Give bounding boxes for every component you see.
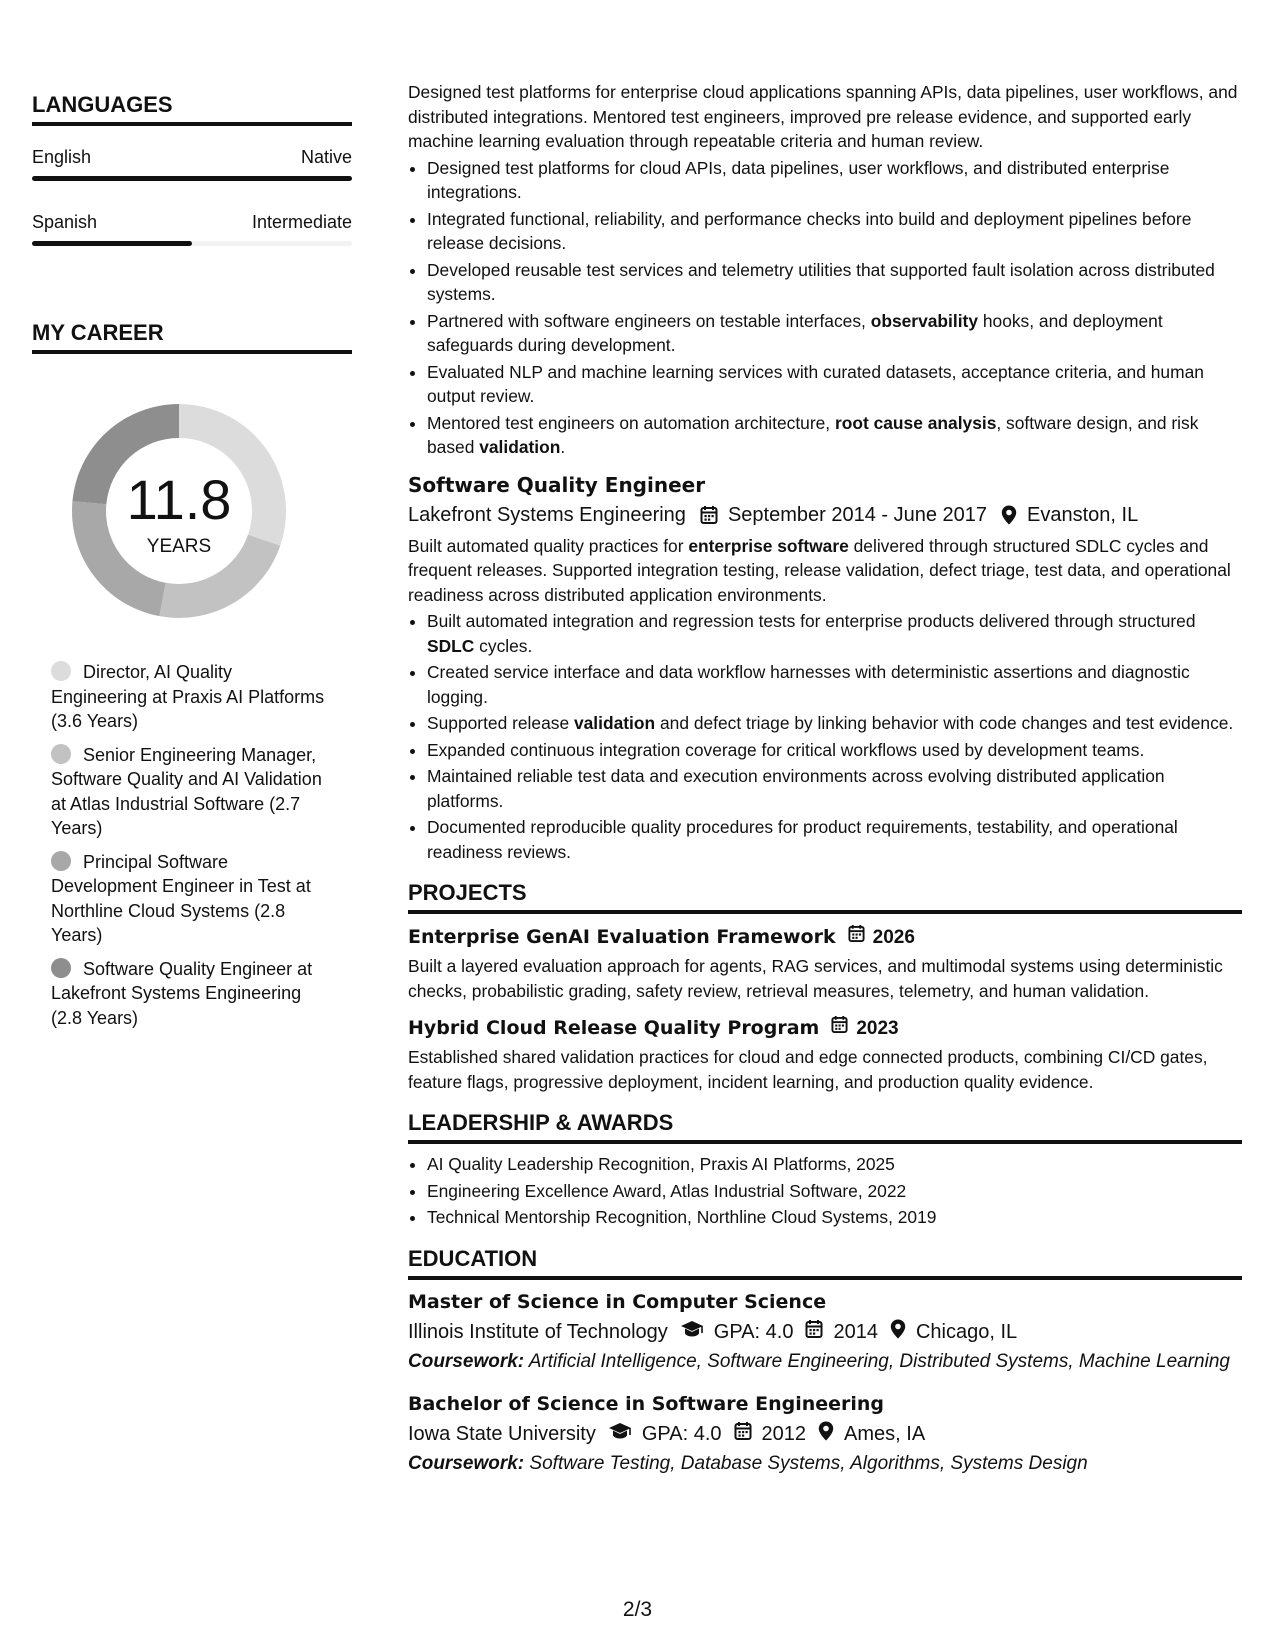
education-heading: EDUCATION — [408, 1246, 1242, 1280]
legend-label: Principal Software Development Engineer in Test at Northline Cloud Systems (2.8 Years) — [51, 851, 311, 945]
job-bullets — [427, 156, 1242, 460]
degree-title: Bachelor of Science in Software Engineering — [408, 1392, 885, 1415]
job-bullet: • Supported release validation and defect triage by linking behavior with code changes and test evidence. — [427, 711, 1242, 736]
graduation-cap-icon — [680, 1319, 704, 1345]
project-description: Built a layered evaluation approach for agents, RAG services, and multimodal systems using deterministic checks, probabilistic grading, safety review, retrieval measures, telemetry, and human validation. — [408, 956, 1223, 1001]
projects-heading: PROJECTS — [408, 880, 1242, 914]
job-bullet: • Partnered with software engineers on testable interfaces, observability hooks, and deployment safeguards during development. — [427, 309, 1242, 358]
job-title: Software Quality Engineer — [408, 472, 706, 497]
language-proficiency-fill — [32, 176, 352, 181]
project-title: Hybrid Cloud Release Quality Program — [408, 1016, 820, 1039]
education-meta — [408, 1421, 1242, 1448]
job-bullet: • Evaluated NLP and machine learning services with curated datasets, acceptance criteria, and human output review. — [427, 360, 1242, 409]
legend-item — [51, 850, 331, 948]
job-bullet: • Mentored test engineers on automation architecture, root cause analysis, software design, and risk based validation. — [427, 411, 1242, 460]
legend-swatch — [51, 661, 71, 681]
calendar-icon — [848, 924, 865, 950]
job-bullet: • Created service interface and data workflow harnesses with deterministic assertions and diagnostic logging. — [427, 660, 1242, 709]
career-total-unit: YEARS — [146, 536, 212, 557]
job-dates: September 2014 - June 2017 — [727, 503, 988, 526]
job-bullet: • Built automated integration and regression tests for enterprise products delivered through structured SDLC cycles. — [427, 609, 1242, 658]
calendar-icon — [734, 1421, 752, 1448]
calendar-icon — [805, 1319, 823, 1346]
job-company: Lakefront Systems Engineering — [408, 503, 686, 526]
map-pin-icon — [818, 1421, 834, 1448]
gpa: GPA: 4.0 — [713, 1321, 794, 1343]
language-name: English — [32, 147, 92, 167]
job-meta — [408, 502, 1242, 528]
language-proficiency-bar — [32, 241, 352, 246]
job-bullet: • Designed test platforms for cloud APIs, data pipelines, user workflows, and distributed enterprise integrations. — [427, 156, 1242, 205]
career-heading: MY CAREER — [32, 320, 352, 354]
legend-label: Director, AI Quality Engineering at Praxis AI Platforms (3.6 Years) — [51, 662, 325, 731]
award-item: • Technical Mentorship Recognition, Northline Cloud Systems, 2019 — [427, 1205, 1242, 1230]
language-item — [32, 146, 352, 181]
project-title-row — [408, 1015, 1242, 1041]
job-bullet: • Expanded continuous integration coverage for critical workflows used by development teams. — [427, 738, 1242, 763]
project-title: Enterprise GenAI Evaluation Framework — [408, 925, 836, 948]
school-location: Ames, IA — [844, 1423, 926, 1445]
language-name: Spanish — [32, 212, 98, 232]
degree-title: Master of Science in Computer Science — [408, 1290, 827, 1313]
school-location: Chicago, IL — [915, 1321, 1018, 1343]
coursework-list: Artificial Intelligence, Software Engineering, Distributed Systems, Machine Learning — [528, 1350, 1230, 1372]
language-proficiency-fill — [32, 241, 192, 246]
language-level: Native — [300, 147, 352, 167]
awards-heading: LEADERSHIP & AWARDS — [408, 1110, 1242, 1144]
school-name: Illinois Institute of Technology — [408, 1321, 668, 1343]
legend-swatch — [51, 851, 71, 871]
awards-list — [427, 1152, 1242, 1230]
education-meta — [408, 1319, 1242, 1346]
coursework-label: Coursework: — [408, 1350, 525, 1372]
map-pin-icon — [1001, 505, 1017, 525]
job-bullets — [427, 609, 1242, 864]
main-content — [408, 80, 1242, 1476]
legend-swatch — [51, 744, 71, 764]
legend-item — [51, 957, 331, 1031]
job-bullet: • Developed reusable test services and telemetry utilities that supported fault isolation across distributed systems. — [427, 258, 1242, 307]
career-total-years: 11.8 — [126, 468, 232, 531]
job-bullet: • Integrated functional, reliability, and performance checks into build and deployment pipelines before release decisions. — [427, 207, 1242, 256]
award-item: • Engineering Excellence Award, Atlas Industrial Software, 2022 — [427, 1179, 1242, 1204]
job-bullet: • Maintained reliable test data and execution environments across evolving distributed application platforms. — [427, 764, 1242, 813]
legend-item — [51, 660, 331, 734]
map-pin-icon — [890, 1319, 906, 1346]
coursework-label: Coursework: — [408, 1452, 525, 1474]
career-donut-chart — [66, 398, 292, 624]
job-bullet: • Documented reproducible quality procedures for product requirements, testability, and operational readiness reviews. — [427, 815, 1242, 864]
legend-item — [51, 743, 331, 841]
school-name: Iowa State University — [408, 1423, 596, 1445]
calendar-icon — [831, 1015, 848, 1041]
job-summary: Designed test platforms for enterprise cloud applications spanning APIs, data pipelines, user workflows, and distributed integrations. Mentored test engineers, improved pre release evidence, and supported early machine learning evaluation through repeatable criteria and human review. — [408, 82, 1238, 151]
coursework — [408, 1350, 1242, 1374]
project-year: 2026 — [872, 926, 915, 948]
language-item — [32, 211, 352, 246]
job-summary: Built automated quality practices for enterprise software delivered through structured SDLC cycles and frequent releases. Supported integration testing, release validation, defect triage, test data, and operational readiness across distributed application environments. — [408, 535, 1231, 605]
legend-label: Senior Engineering Manager, Software Quality and AI Validation at Atlas Industrial Software (2.7 Years) — [51, 744, 322, 838]
sidebar — [32, 92, 352, 1039]
coursework — [408, 1452, 1242, 1476]
language-proficiency-bar — [32, 176, 352, 181]
graduation-year: 2014 — [833, 1321, 878, 1343]
page-number: 2/3 — [622, 1598, 653, 1621]
coursework-list: Software Testing, Database Systems, Algorithms, Systems Design — [529, 1452, 1088, 1474]
project-title-row — [408, 924, 1242, 950]
project-description: Established shared validation practices for cloud and edge connected products, combining CI/CD gates, feature flags, progressive deployment, incident learning, and production quality evidence. — [408, 1047, 1208, 1092]
gpa: GPA: 4.0 — [641, 1423, 722, 1445]
legend-label: Software Quality Engineer at Lakefront Systems Engineering (2.8 Years) — [51, 958, 313, 1028]
calendar-icon — [700, 505, 718, 525]
legend-swatch — [51, 958, 71, 978]
language-level: Intermediate — [251, 212, 352, 232]
project-year: 2023 — [856, 1017, 899, 1039]
graduation-year: 2012 — [761, 1423, 807, 1445]
job-location: Evanston, IL — [1027, 503, 1139, 526]
graduation-cap-icon — [608, 1421, 632, 1447]
career-legend — [51, 660, 331, 1030]
languages-heading: LANGUAGES — [32, 92, 352, 126]
award-item: • AI Quality Leadership Recognition, Praxis AI Platforms, 2025 — [427, 1152, 1242, 1177]
